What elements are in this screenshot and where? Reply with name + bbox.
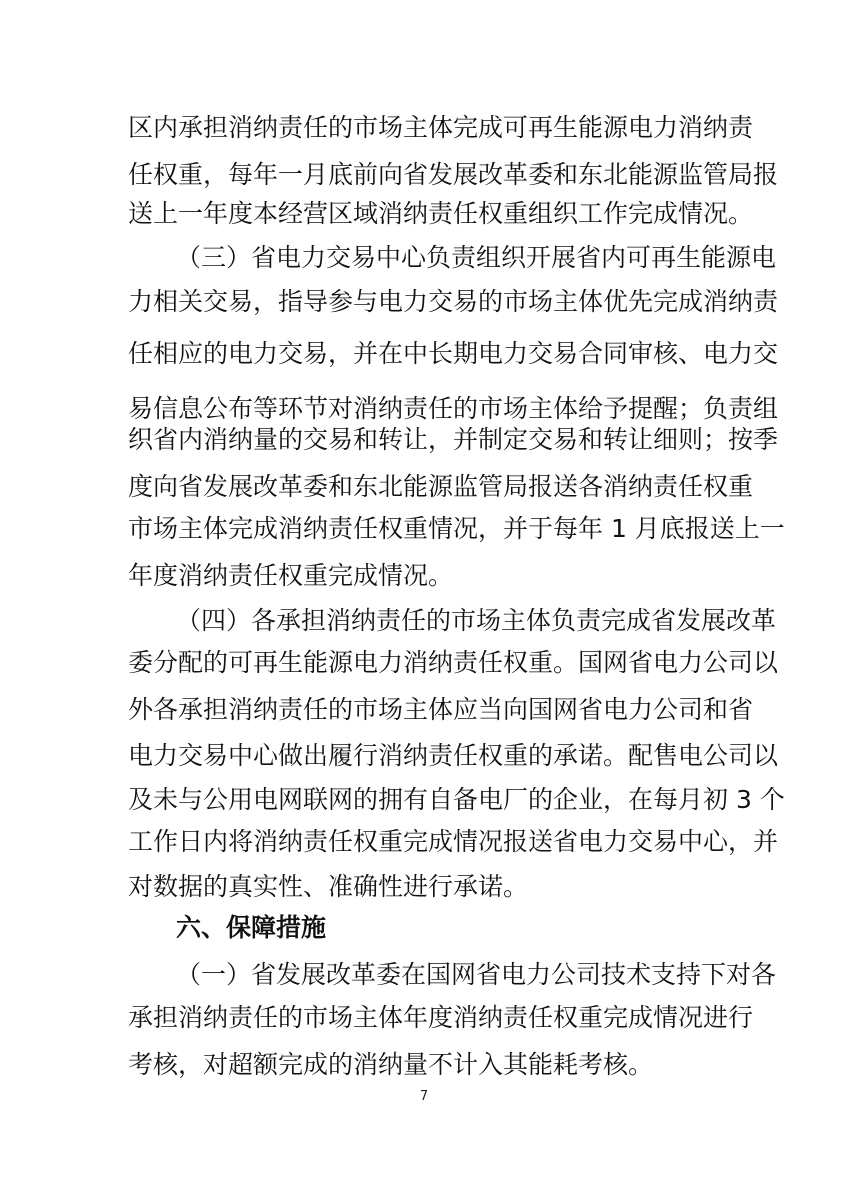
paragraph-line: 易信息公布等环节对消纳责任的市场主体给予提醒；负责组 — [128, 394, 779, 423]
paragraph-line: 年度消纳责任权重完成情况。 — [128, 561, 454, 590]
paragraph-line: 及未与公用电网联网的拥有自备电厂的企业，在每月初 3 个 — [128, 785, 785, 814]
paragraph-line: （一）省发展改革委在国网省电力公司技术支持下对各 — [176, 960, 777, 989]
paragraph-line: 任相应的电力交易，并在中长期电力交易合同审核、电力交 — [128, 339, 779, 368]
paragraph-line: 市场主体完成消纳责任权重情况，并于每年 1 月底报送上一 — [128, 514, 785, 543]
paragraph-line: （三）省电力交易中心负责组织开展省内可再生能源电 — [176, 243, 777, 272]
paragraph-line: 送上一年度本经营区域消纳责任权重组织工作完成情况。 — [128, 199, 754, 228]
paragraph-line: 度向省发展改革委和东北能源监管局报送各消纳责任权重 — [128, 472, 754, 501]
paragraph-line: 外各承担消纳责任的市场主体应当向国网省电力公司和省 — [128, 695, 754, 724]
paragraph-line: （四）各承担消纳责任的市场主体负责完成省发展改革 — [176, 606, 777, 635]
paragraph-line: 区内承担消纳责任的市场主体完成可再生能源电力消纳责 — [128, 113, 754, 142]
paragraph-line: 考核，对超额完成的消纳量不计入其能耗考核。 — [128, 1050, 654, 1079]
page-number: 7 — [419, 1089, 429, 1104]
paragraph-line: 承担消纳责任的市场主体年度消纳责任权重完成情况进行 — [128, 1003, 754, 1032]
paragraph-line: 对数据的真实性、准确性进行承诺。 — [128, 872, 529, 901]
paragraph-line: 委分配的可再生能源电力消纳责任权重。国网省电力公司以 — [128, 648, 779, 677]
paragraph-line: 工作日内将消纳责任权重完成情况报送省电力交易中心，并 — [128, 827, 779, 856]
paragraph-line: 力相关交易，指导参与电力交易的市场主体优先完成消纳责 — [128, 287, 779, 316]
paragraph-line: 任权重，每年一月底前向省发展改革委和东北能源监管局报 — [128, 160, 779, 189]
paragraph-line: 织省内消纳量的交易和转让，并制定交易和转让细则；按季 — [128, 425, 779, 454]
paragraph-line: 电力交易中心做出履行消纳责任权重的承诺。配售电公司以 — [128, 741, 779, 770]
section-heading: 六、保障措施 — [176, 913, 327, 942]
